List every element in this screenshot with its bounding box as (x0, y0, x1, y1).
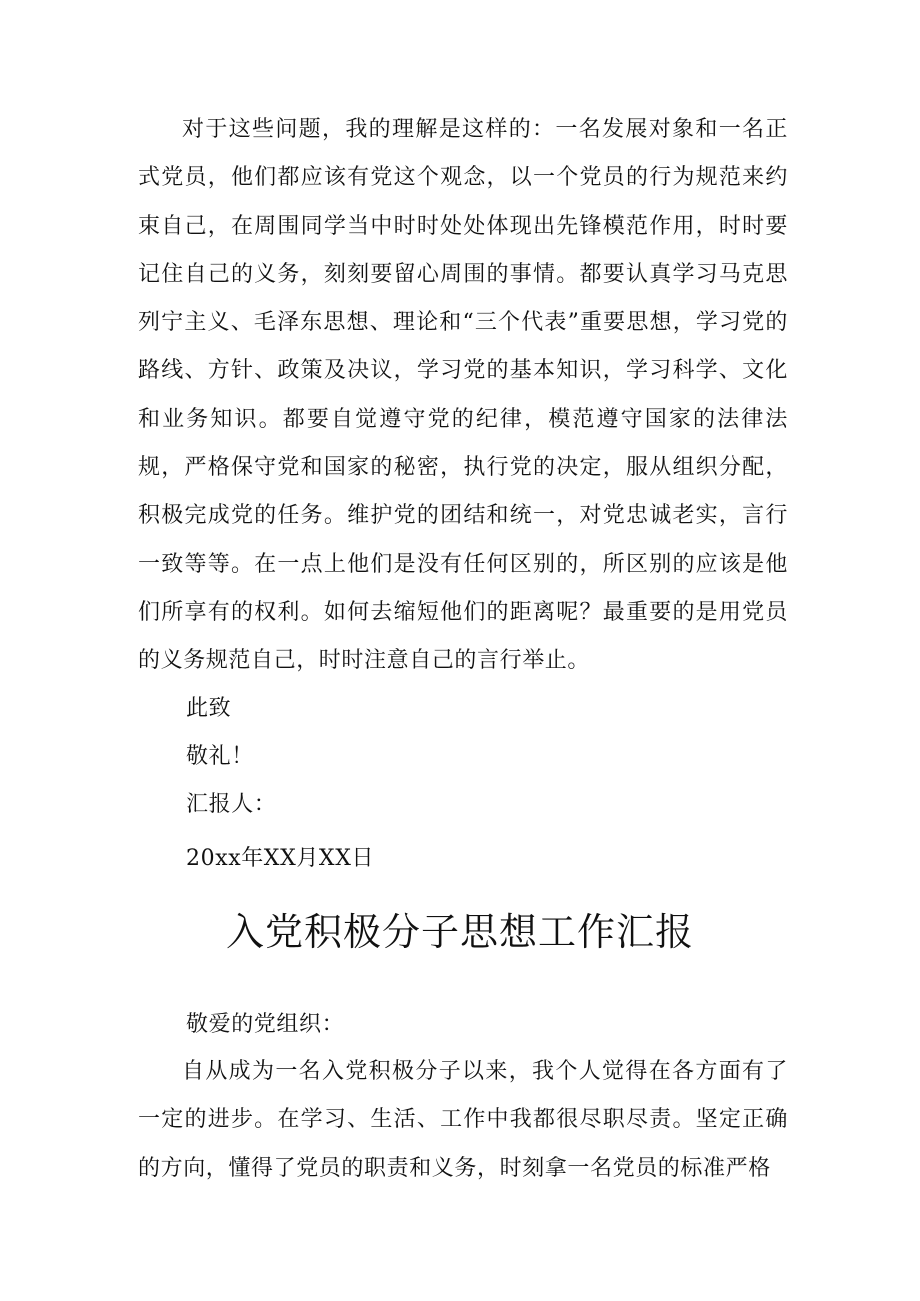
letter1-closing: 此致 (186, 696, 232, 721)
letter2-body-paragraph: 自从成为一名入党积极分子以来，我个人觉得在各方面有了一定的进步。在学习、生活、工作中我都很尽职尽责。坚定正确的方向，懂得了党员的职责和义务，时刻拿一名党员的标准严格 (138, 1059, 788, 1181)
letter2-greeting: 敬爱的党组织： (186, 1012, 345, 1037)
letter1-body-paragraph: 对于这些问题，我的理解是这样的：一名发展对象和一名正式党员，他们都应该有党这个观念，以一个党员的行为规范来约束自己，在周围同学当中时时处处体现出先锋模范作用，时时要记住自己的义务，刻刻要留心周围的事情。都要认真学习马克思列宁主义、毛泽东思想、理论和“三个代表”重要思想，学习党的路线、方针、政策及决议，学习党的基本知识，学习科学、文化和业务知识。都要自觉遵守党的纪律，模范遵守国家的法律法规，严格保守党和国家的秘密，执行党的决定，服从组织分配，积极完成党的任务。维护党的团结和统一，对党忠诚老实，言行一致等等。在一点上他们是没有任何区别的，所区别的应该是他们所享有的权利。如何去缩短他们的距离呢？最重要的是用党员的义务规范自己，时时注意自己的言行举止。 (138, 117, 788, 674)
letter1-reporter: 汇报人： (186, 792, 277, 817)
letter1-salute: 敬礼！ (186, 744, 254, 769)
letter2-title: 入党积极分子思想工作汇报 (225, 910, 694, 954)
letter1-date: 20xx年XX月XX日 (186, 846, 375, 871)
